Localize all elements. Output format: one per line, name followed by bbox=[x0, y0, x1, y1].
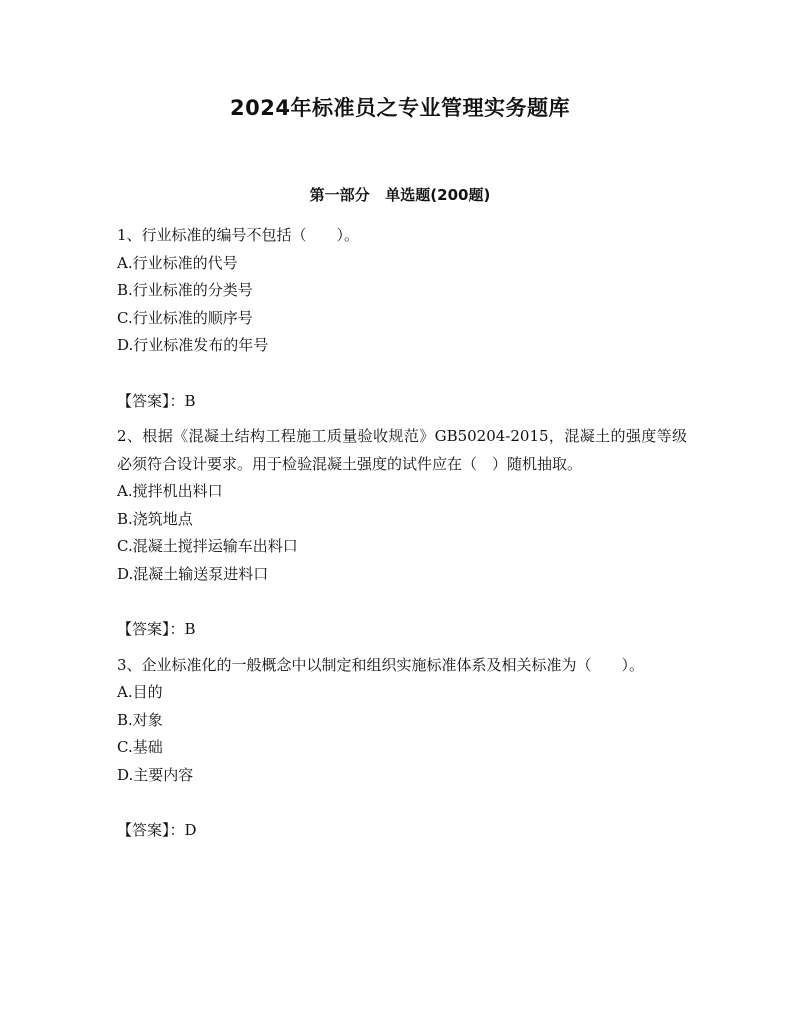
option-d: D.混凝土输送泵进料口 bbox=[117, 564, 269, 583]
question-list bbox=[117, 222, 687, 845]
option-c: C.混凝土搅拌运输车出料口 bbox=[117, 537, 298, 555]
option-c: C.行业标准的顺序号 bbox=[117, 308, 253, 327]
option-a: A.搅拌机出料口 bbox=[117, 482, 223, 500]
question-3 bbox=[117, 652, 687, 845]
option-b: B.浇筑地点 bbox=[117, 509, 193, 528]
question-stem: 1、行业标准的编号不包括（ ）。 bbox=[117, 226, 360, 244]
question-2 bbox=[117, 423, 687, 652]
option-a: A.行业标准的代号 bbox=[117, 253, 238, 272]
answer-line: 【答案】：B bbox=[117, 620, 196, 638]
document-title: 2024年标准员之专业管理实务题库 bbox=[230, 96, 570, 120]
answer-line: 【答案】：D bbox=[117, 821, 197, 839]
question-stem: 3、企业标准化的一般概念中以制定和组织实施标准体系及相关标准为（ ）。 bbox=[117, 655, 645, 674]
question-stem: 2、根据《混凝土结构工程施工质量验收规范》GB50204-2015，混凝土的强度等级必须符合设计要求。用于检验混凝土强度的试件应在（ ）随机抽取。 bbox=[117, 427, 687, 473]
option-b: B.行业标准的分类号 bbox=[117, 281, 253, 299]
question-1 bbox=[117, 222, 687, 423]
section-title: 第一部分 单选题(200题) bbox=[309, 186, 491, 204]
answer-line: 【答案】：B bbox=[117, 391, 196, 410]
option-d: D.主要内容 bbox=[117, 765, 194, 784]
option-d: D.行业标准发布的年号 bbox=[117, 336, 269, 354]
option-c: C.基础 bbox=[117, 738, 163, 756]
option-a: A.目的 bbox=[117, 683, 163, 701]
option-b: B.对象 bbox=[117, 710, 163, 729]
